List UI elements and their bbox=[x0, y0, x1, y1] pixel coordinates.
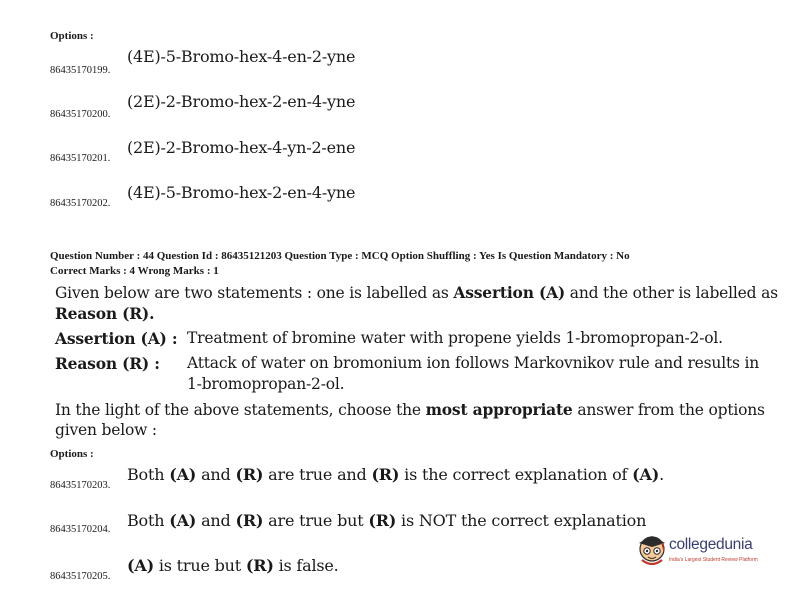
option-id: 86435170204. bbox=[50, 524, 111, 535]
option-text: (4E)-5-Bromo-hex-4-en-2-yne bbox=[127, 47, 356, 66]
reason-text-line2: 1-bromopropan-2-ol. bbox=[187, 375, 345, 393]
question-intro-line2: Reason (R). bbox=[55, 304, 155, 323]
assertion-label: Assertion (A) : bbox=[55, 329, 178, 348]
collegedunia-logo bbox=[636, 530, 766, 572]
brand-tagline: India's Largest Student Review Platform bbox=[669, 557, 758, 563]
option-id: 86435170203. bbox=[50, 480, 111, 491]
options-heading: Options : bbox=[50, 30, 94, 42]
option-id: 86435170202. bbox=[50, 198, 111, 209]
option-id: 86435170201. bbox=[50, 153, 111, 164]
assertion-text: Treatment of bromine water with propene yields 1-bromopropan-2-ol. bbox=[187, 329, 723, 347]
question-meta: Question Number : 44 Question Id : 86435121203 Question Type : MCQ Option Shuffling : Yes Is Question Mandatory : No bbox=[50, 250, 630, 262]
options-heading: Options : bbox=[50, 448, 94, 460]
brand-name: collegedunia bbox=[669, 536, 753, 553]
option-text: Both (A) and (R) are true and (R) is the correct explanation of (A). bbox=[127, 465, 665, 484]
reason-label: Reason (R) : bbox=[55, 354, 160, 373]
instruction-text-line2: given below : bbox=[55, 421, 157, 439]
option-text: (A) is true but (R) is false. bbox=[127, 556, 339, 575]
option-text: (2E)-2-Bromo-hex-4-yn-2-ene bbox=[127, 138, 356, 157]
instruction-text: In the light of the above statements, choose the most appropriate answer from the options bbox=[55, 400, 765, 419]
option-text: (4E)-5-Bromo-hex-2-en-4-yne bbox=[127, 183, 356, 202]
marks-meta: Correct Marks : 4 Wrong Marks : 1 bbox=[50, 265, 219, 277]
question-intro: Given below are two statements : one is labelled as Assertion (A) and the other is labelled as bbox=[55, 283, 778, 302]
option-id: 86435170205. bbox=[50, 571, 111, 582]
option-text: (2E)-2-Bromo-hex-2-en-4-yne bbox=[127, 92, 356, 111]
mascot-icon bbox=[636, 532, 668, 568]
reason-text: Attack of water on bromonium ion follows Markovnikov rule and results in bbox=[187, 354, 760, 372]
option-id: 86435170200. bbox=[50, 109, 111, 120]
option-id: 86435170199. bbox=[50, 65, 111, 76]
option-text: Both (A) and (R) are true but (R) is NOT the correct explanation bbox=[127, 511, 647, 530]
